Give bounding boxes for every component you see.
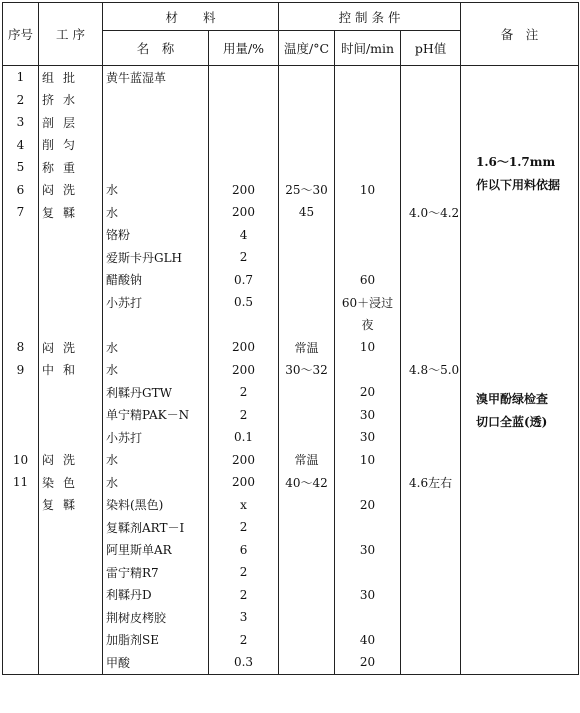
row-ph — [401, 291, 461, 314]
row-remark-cell — [461, 66, 579, 89]
row-process — [39, 224, 103, 247]
row-material-name: 水 — [103, 336, 209, 359]
table-row — [3, 359, 579, 382]
table-row — [3, 89, 579, 112]
row-material-name — [103, 134, 209, 157]
row-seq — [3, 629, 39, 652]
row-time: 夜 — [335, 314, 401, 337]
row-remark-cell — [461, 224, 579, 247]
row-temperature — [279, 291, 335, 314]
row-ph — [401, 269, 461, 292]
row-ph — [401, 224, 461, 247]
row-seq — [3, 381, 39, 404]
row-dosage — [209, 314, 279, 337]
row-ph — [401, 156, 461, 179]
row-time — [335, 561, 401, 584]
row-dosage: 200 — [209, 471, 279, 494]
row-seq — [3, 494, 39, 517]
header-name: 名 称 — [103, 31, 209, 66]
row-temperature — [279, 314, 335, 337]
row-time — [335, 111, 401, 134]
row-temperature — [279, 516, 335, 539]
row-remark-cell — [461, 584, 579, 607]
table-row — [3, 584, 579, 607]
row-seq: 9 — [3, 359, 39, 382]
row-ph: 4.6左右 — [401, 471, 461, 494]
row-seq — [3, 246, 39, 269]
row-material-name: 黄牛蓝湿革 — [103, 66, 209, 89]
row-seq: 11 — [3, 471, 39, 494]
table-row — [3, 449, 579, 472]
row-process — [39, 314, 103, 337]
row-material-name: 雷宁精R7 — [103, 561, 209, 584]
row-temperature: 40～42 — [279, 471, 335, 494]
row-seq — [3, 269, 39, 292]
row-process — [39, 516, 103, 539]
row-process: 闷洗 — [39, 336, 103, 359]
row-time: 20 — [335, 381, 401, 404]
row-temperature — [279, 584, 335, 607]
table-row — [3, 269, 579, 292]
row-remark-cell — [461, 539, 579, 562]
row-material-name — [103, 89, 209, 112]
row-dosage: 6 — [209, 539, 279, 562]
row-dosage: 0.5 — [209, 291, 279, 314]
row-temperature — [279, 381, 335, 404]
row-ph: 4.8～5.0 — [401, 359, 461, 382]
table-row — [3, 66, 579, 89]
row-remark-cell — [461, 494, 579, 517]
row-process — [39, 404, 103, 427]
table-row — [3, 224, 579, 247]
row-time — [335, 606, 401, 629]
row-ph — [401, 494, 461, 517]
row-time: 60 — [335, 269, 401, 292]
row-seq: 4 — [3, 134, 39, 157]
row-process: 中和 — [39, 359, 103, 382]
row-seq: 2 — [3, 89, 39, 112]
row-ph: 4.0～4.2 — [401, 201, 461, 224]
row-seq — [3, 606, 39, 629]
row-material-name: 醋酸钠 — [103, 269, 209, 292]
row-dosage — [209, 134, 279, 157]
row-ph — [401, 561, 461, 584]
row-process: 复鞣 — [39, 201, 103, 224]
row-dosage: 2 — [209, 246, 279, 269]
row-ph — [401, 179, 461, 202]
row-dosage: 0.7 — [209, 269, 279, 292]
row-seq — [3, 651, 39, 674]
row-material-name — [103, 111, 209, 134]
table-row — [3, 606, 579, 629]
row-process — [39, 291, 103, 314]
row-temperature: 常温 — [279, 449, 335, 472]
row-temperature: 45 — [279, 201, 335, 224]
row-material-name: 水 — [103, 359, 209, 382]
row-ph — [401, 89, 461, 112]
row-remark-cell — [461, 246, 579, 269]
row-dosage: 3 — [209, 606, 279, 629]
row-time — [335, 89, 401, 112]
row-temperature — [279, 66, 335, 89]
table-row — [3, 516, 579, 539]
row-dosage: 2 — [209, 381, 279, 404]
row-dosage: 200 — [209, 449, 279, 472]
row-ph — [401, 539, 461, 562]
row-remark-cell — [461, 201, 579, 224]
row-seq — [3, 516, 39, 539]
table-row — [3, 111, 579, 134]
row-material-name: 加脂剂SE — [103, 629, 209, 652]
row-ph — [401, 134, 461, 157]
table-row — [3, 336, 579, 359]
row-material-name: 水 — [103, 449, 209, 472]
row-temperature — [279, 494, 335, 517]
row-material-name: 染料(黑色) — [103, 494, 209, 517]
table-row — [3, 314, 579, 337]
row-seq: 7 — [3, 201, 39, 224]
row-process — [39, 584, 103, 607]
row-dosage: 4 — [209, 224, 279, 247]
row-temperature — [279, 606, 335, 629]
row-dosage — [209, 89, 279, 112]
row-seq — [3, 584, 39, 607]
row-process: 挤水 — [39, 89, 103, 112]
row-ph — [401, 314, 461, 337]
row-time: 10 — [335, 449, 401, 472]
row-process: 组批 — [39, 66, 103, 89]
row-temperature — [279, 134, 335, 157]
row-time: 40 — [335, 629, 401, 652]
remark-check-line1: 溴甲酚绿检查 — [476, 392, 549, 406]
row-seq — [3, 291, 39, 314]
row-remark-cell — [461, 269, 579, 292]
header-dosage: 用量/% — [209, 31, 279, 66]
row-process: 称重 — [39, 156, 103, 179]
row-seq — [3, 314, 39, 337]
row-time: 30 — [335, 404, 401, 427]
row-process — [39, 539, 103, 562]
row-seq: 10 — [3, 449, 39, 472]
row-ph — [401, 426, 461, 449]
row-ph — [401, 516, 461, 539]
table-row — [3, 201, 579, 224]
row-time: 60＋浸过 — [335, 291, 401, 314]
remark-check-line2: 切口全蓝(透) — [476, 415, 548, 429]
row-remark-cell — [461, 651, 579, 674]
table-row — [3, 246, 579, 269]
header-process: 工 序 — [39, 3, 103, 66]
row-remark-cell — [461, 629, 579, 652]
header-temp: 温度/°C — [279, 31, 335, 66]
row-seq: 1 — [3, 66, 39, 89]
row-dosage: 2 — [209, 404, 279, 427]
row-material-name: 单宁精PAK－N — [103, 404, 209, 427]
row-process: 闷洗 — [39, 449, 103, 472]
row-temperature — [279, 404, 335, 427]
row-ph — [401, 651, 461, 674]
row-material-name: 阿里斯单AR — [103, 539, 209, 562]
row-process — [39, 381, 103, 404]
row-process — [39, 246, 103, 269]
row-material-name: 水 — [103, 201, 209, 224]
row-time: 30 — [335, 584, 401, 607]
row-process — [39, 426, 103, 449]
row-process — [39, 629, 103, 652]
row-temperature — [279, 651, 335, 674]
table-row — [3, 561, 579, 584]
row-time — [335, 246, 401, 269]
row-process — [39, 561, 103, 584]
row-material-name — [103, 156, 209, 179]
row-temperature — [279, 539, 335, 562]
row-dosage: 0.3 — [209, 651, 279, 674]
row-remark-cell — [461, 561, 579, 584]
row-material-name: 利鞣丹D — [103, 584, 209, 607]
row-material-name — [103, 314, 209, 337]
leather-process-table — [2, 2, 579, 675]
row-time: 20 — [335, 651, 401, 674]
header-seq: 序号 — [3, 3, 39, 66]
row-remark-cell — [461, 336, 579, 359]
row-seq — [3, 404, 39, 427]
row-ph — [401, 629, 461, 652]
row-seq — [3, 224, 39, 247]
header-control: 控 制 条 件 — [279, 3, 461, 31]
row-temperature — [279, 561, 335, 584]
row-process — [39, 651, 103, 674]
remark-thickness-line2: 作以下用料依据 — [476, 178, 561, 192]
row-material-name: 复鞣剂ART－I — [103, 516, 209, 539]
row-dosage: 200 — [209, 201, 279, 224]
row-process: 削匀 — [39, 134, 103, 157]
header-time: 时间/min — [335, 31, 401, 66]
row-ph — [401, 449, 461, 472]
row-dosage: x — [209, 494, 279, 517]
row-temperature — [279, 426, 335, 449]
table-row — [3, 629, 579, 652]
row-time: 20 — [335, 494, 401, 517]
row-dosage: 2 — [209, 561, 279, 584]
row-time: 10 — [335, 336, 401, 359]
row-remark-cell — [461, 291, 579, 314]
row-remark-cell — [461, 314, 579, 337]
row-ph — [401, 66, 461, 89]
row-process — [39, 269, 103, 292]
row-process: 闷洗 — [39, 179, 103, 202]
row-process: 染色 — [39, 471, 103, 494]
row-temperature: 25～30 — [279, 179, 335, 202]
header-remarks: 备 注 — [461, 3, 579, 66]
row-temperature: 30～32 — [279, 359, 335, 382]
row-seq: 8 — [3, 336, 39, 359]
row-dosage: 2 — [209, 584, 279, 607]
process-table-page — [2, 2, 578, 709]
table-row — [3, 494, 579, 517]
row-seq: 5 — [3, 156, 39, 179]
row-ph — [401, 111, 461, 134]
row-ph — [401, 246, 461, 269]
row-remark-cell — [461, 606, 579, 629]
row-time: 30 — [335, 426, 401, 449]
row-temperature: 常温 — [279, 336, 335, 359]
row-remark-cell — [461, 89, 579, 112]
row-ph — [401, 606, 461, 629]
row-seq — [3, 561, 39, 584]
row-time — [335, 134, 401, 157]
row-dosage: 200 — [209, 336, 279, 359]
row-time — [335, 201, 401, 224]
row-material-name: 利鞣丹GTW — [103, 381, 209, 404]
row-ph — [401, 584, 461, 607]
table-row — [3, 291, 579, 314]
row-dosage: 2 — [209, 516, 279, 539]
row-dosage: 200 — [209, 359, 279, 382]
table-row — [3, 539, 579, 562]
row-time — [335, 359, 401, 382]
row-dosage: 2 — [209, 629, 279, 652]
row-temperature — [279, 246, 335, 269]
row-remark-cell — [461, 359, 579, 382]
row-dosage — [209, 156, 279, 179]
row-dosage: 0.1 — [209, 426, 279, 449]
remark-thickness-line1: 1.6～1.7mm — [476, 155, 556, 169]
row-temperature — [279, 224, 335, 247]
row-material-name: 小苏打 — [103, 291, 209, 314]
row-process: 复鞣 — [39, 494, 103, 517]
row-material-name: 小苏打 — [103, 426, 209, 449]
row-seq — [3, 539, 39, 562]
row-temperature — [279, 629, 335, 652]
row-material-name: 荆树皮栲胶 — [103, 606, 209, 629]
row-material-name: 水 — [103, 471, 209, 494]
row-time: 30 — [335, 539, 401, 562]
row-seq: 6 — [3, 179, 39, 202]
row-temperature — [279, 156, 335, 179]
row-remark-cell — [461, 516, 579, 539]
row-material-name: 爱斯卡丹GLH — [103, 246, 209, 269]
header-materials: 材 料 — [103, 3, 279, 31]
row-temperature — [279, 111, 335, 134]
header-ph: pH值 — [401, 31, 461, 66]
table-row — [3, 651, 579, 674]
row-dosage: 200 — [209, 179, 279, 202]
row-seq — [3, 426, 39, 449]
row-ph — [401, 336, 461, 359]
row-time — [335, 471, 401, 494]
row-time — [335, 516, 401, 539]
row-material-name: 水 — [103, 179, 209, 202]
row-time — [335, 156, 401, 179]
row-temperature — [279, 89, 335, 112]
row-remark-cell — [461, 471, 579, 494]
row-material-name: 铬粉 — [103, 224, 209, 247]
row-ph — [401, 381, 461, 404]
row-remark-cell — [461, 111, 579, 134]
row-ph — [401, 404, 461, 427]
row-time — [335, 66, 401, 89]
row-time — [335, 224, 401, 247]
row-process: 剖层 — [39, 111, 103, 134]
table-row — [3, 471, 579, 494]
row-dosage — [209, 66, 279, 89]
row-material-name: 甲酸 — [103, 651, 209, 674]
row-dosage — [209, 111, 279, 134]
row-remark-cell — [461, 449, 579, 472]
row-time: 10 — [335, 179, 401, 202]
row-temperature — [279, 269, 335, 292]
row-seq: 3 — [3, 111, 39, 134]
row-process — [39, 606, 103, 629]
